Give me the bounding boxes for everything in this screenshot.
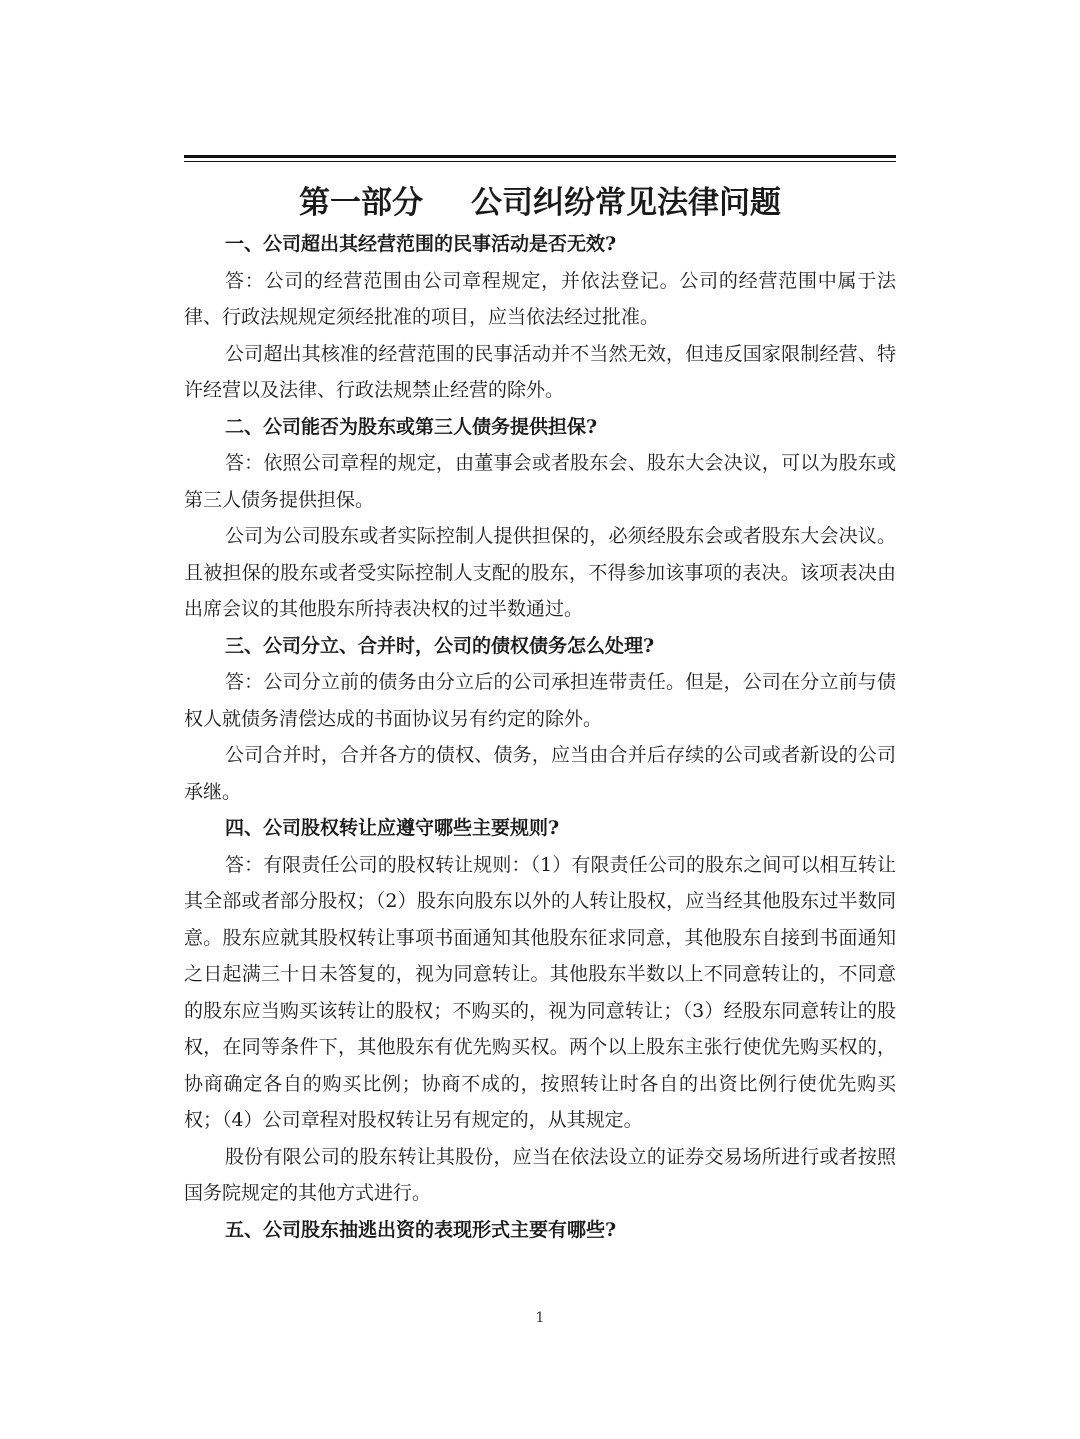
section-paragraph: 答：公司的经营范围由公司章程规定，并依法登记。公司的经营范围中属于法律、行政法规规定须经批准的项目，应当依法经过批准。	[184, 269, 896, 328]
section-question: 四、公司股权转让应遵守哪些主要规则?	[225, 817, 560, 839]
title-part: 第一部分	[299, 185, 423, 221]
section-question: 三、公司分立、合并时，公司的债权债务怎么处理?	[225, 634, 655, 657]
header-rule-thick	[184, 155, 896, 158]
document-title	[184, 178, 896, 228]
section-paragraph: 公司超出其核准的经营范围的民事活动并不当然无效，但违反国家限制经营、特许经营以及法律、行政法规禁止经营的除外。	[184, 342, 896, 401]
section-question: 五、公司股东抽逃出资的表现形式主要有哪些?	[225, 1218, 617, 1241]
section-question: 一、公司超出其经营范围的民事活动是否无效?	[225, 233, 617, 255]
header-rule-thin	[184, 161, 896, 162]
page-number: 1	[535, 1310, 545, 1326]
section-paragraph: 答：依照公司章程的规定，由董事会或者股东会、股东大会决议，可以为股东或第三人债务提供担保。	[184, 452, 896, 511]
section-paragraph: 答：公司分立前的债务由分立后的公司承担连带责任。但是，公司在分立前与债权人就债务清偿达成的书面协议另有约定的除外。	[184, 671, 896, 730]
title-main: 公司纠纷常见法律问题	[471, 185, 781, 221]
section-paragraph: 公司为公司股东或者实际控制人提供担保的，必须经股东会或者股东大会决议。且被担保的股东或者受实际控制人支配的股东，不得参加该事项的表决。该项表决由出席会议的其他股东所持表决权的过半数通过。	[184, 525, 896, 620]
section-paragraph: 公司合并时，合并各方的债权、债务，应当由合并后存续的公司或者新设的公司承继。	[184, 744, 896, 803]
document-body	[184, 226, 896, 1248]
section-paragraph: 股份有限公司的股东转让其股份，应当在依法设立的证券交易场所进行或者按照国务院规定的其他方式进行。	[184, 1145, 896, 1204]
section-question: 二、公司能否为股东或第三人债务提供担保?	[225, 415, 598, 438]
section-paragraph: 答：有限责任公司的股权转让规则：（1）有限责任公司的股东之间可以相互转让其全部或者部分股权；（2）股东向股东以外的人转让股权，应当经其他股东过半数同意。股东应就其股权转让事项书面通知其他股东征求同意，其他股东自接到书面通知之日起满三十日未答复的，视为同意转让。其他股东半数以上不同意转让的，不同意的股东应当购买该转让的股权；不购买的，视为同意转让；（3）经股东同意转让的股权，在同等条件下，其他股东有优先购买权。两个以上股东主张行使优先购买权的，协商确定各自的购买比例；协商不成的，按照转让时各自的出资比例行使优先购买权；（4）公司章程对股权转让另有规定的，从其规定。	[184, 853, 896, 1131]
